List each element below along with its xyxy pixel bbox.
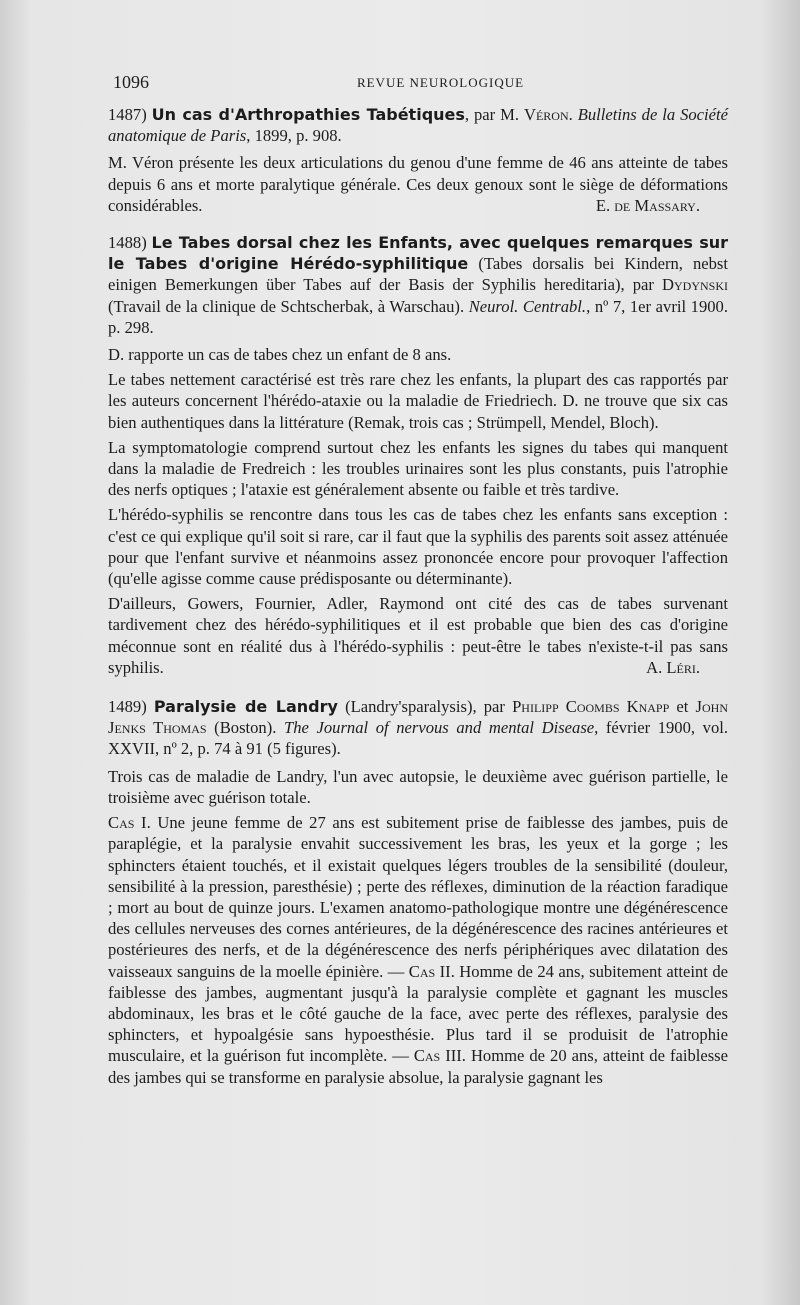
article-1487 xyxy=(108,104,728,216)
article-1487-author: Véron xyxy=(523,105,569,124)
article-1488-heading xyxy=(108,232,728,338)
article-1489-title: Paralysie de Landry xyxy=(153,697,338,717)
article-1489-desc2: (Boston). xyxy=(206,718,285,738)
article-1487-heading xyxy=(108,104,728,146)
article-1488-para-5 xyxy=(108,593,728,678)
case-2-label: Cas xyxy=(408,961,436,981)
article-1488-para-5-text: D'ailleurs, Gowers, Fournier, Adler, Raymond ont cité des cas de tabes survenant tardivement chez des hérédo-syphilitiques et il est probable que bien des cas d'origine méconnue sont en réalité dus à l'hérédo-syphilis : peut-être le tabes n'existe-t-il pas sans syphilis. xyxy=(108,594,728,677)
article-1487-body-text: M. Véron présente les deux articulations du genou d'une femme de 46 ans atteinte de tabes depuis 6 ans et morte paralytique générale. Ces deux genoux sont le siège de déformations considérables. xyxy=(108,153,728,215)
article-1489-and: et xyxy=(669,697,696,717)
article-1488-para-3: La symptomatologie comprend surtout chez les enfants les signes du tabes qui manquent dans la maladie de Fredreich : les troubles urinaires sont les plus constants, puis l'atrophie des nerfs optiques ; l'ataxie est généralement absente ou faible et très tardive. xyxy=(108,437,728,500)
article-1488-journal: Neurol. Centrabl. xyxy=(468,296,587,316)
case-2-text: II. Homme de 24 ans, subitement atteint de faiblesse des jambes, augmentant jusqu'à la paralysie complète et gagnant les muscles abdominaux, les bras et le côté gauche de la face, avec perte des réflexes, paralysie des sphincters, et hypoalgésie sans hypoesthésie. Plus tard il se produisit de l'atrophie musculaire, et la guérison fut incomplète. — xyxy=(108,961,728,1066)
article-1489-desc: (Landry'sparalysis), par xyxy=(337,697,513,717)
case-1-text: I. Une jeune femme de 27 ans est subitement prise de faiblesse des jambes, puis de paraplégie, et la paralysie envahit successivement les bras, les yeux et la gorge ; les sphincters étaient touchés, et il existait quelques légers troubles de la sensibilité (douleur, sensibilité à la pression, paresthésie) ; perte des réflexes, diminution de la réaction faradique ; mort au bout de quinze jours. L'examen anatomo-pathologique montre une dégénérescence des cellules nerveuses des cornes antérieures, de la dégénérescence des racines antérieures et postérieures des nerfs, et de la dégénérescence des nerfs périphériques avec dilatation des vaisseaux sanguins de la moelle épinière. — xyxy=(108,813,728,981)
article-1488-citation: , nº 7, 1er avril 1900. p. 298. xyxy=(108,296,728,337)
page-header xyxy=(113,72,728,94)
article-1489-author-2: John Jenks Thomas xyxy=(108,697,728,738)
page-content xyxy=(108,104,728,1088)
article-1487-title: Un cas d'Arthropathies Tabétiques xyxy=(151,105,465,124)
article-1489-citation: , février 1900, vol. XXVII, nº 2, p. 74 à 91 (5 figures). xyxy=(108,718,729,759)
article-1487-number: 1487) xyxy=(108,105,147,124)
article-1487-citation: , 1899, p. 908. xyxy=(246,126,342,146)
page-number: 1096 xyxy=(113,72,149,92)
article-1488 xyxy=(108,232,728,678)
article-1489 xyxy=(108,696,728,1088)
article-1488-number: 1488) xyxy=(108,233,147,253)
article-1488-para-2: Le tabes nettement caractérisé est très rare chez les enfants, la plupart des cas rapportés par les auteurs concernent l'hérédo-ataxie ou la maladie de Friedriech. D. ne trouve que six cas bien authentiques dans la littérature (Remak, trois cas ; Strümpell, Mendel, Bloch). xyxy=(108,370,728,432)
article-1489-number: 1489) xyxy=(108,697,147,717)
case-3-label: Cas xyxy=(413,1046,441,1066)
article-1487-by: , par M. xyxy=(464,105,520,124)
article-1488-author: Dydynski xyxy=(662,275,728,295)
article-1489-author: Philipp Coombs Knapp xyxy=(512,697,670,717)
article-1487-journal: Bulletins de la Société anatomique de Paris xyxy=(108,105,728,146)
case-1-label: Cas xyxy=(108,813,135,833)
article-1489-para-1: Trois cas de maladie de Landry, l'un avec autopsie, le deuxième avec guérison partielle, le troisième avec guérison totale. xyxy=(108,766,728,807)
article-1489-journal: The Journal of nervous and mental Disease xyxy=(284,718,595,738)
article-1488-desc: (Tabes dorsalis bei Kindern, nebst einigen Bemerkungen über Tabes auf der Basis der Syphilis hereditaria), par xyxy=(108,254,728,295)
running-title: REVUE NEUROLOGIQUE xyxy=(356,75,525,90)
article-1489-heading xyxy=(108,696,728,760)
article-1487-signature: E. de Massary. xyxy=(595,195,700,215)
article-1489-para-cases xyxy=(108,812,728,1088)
article-1488-title: Le Tabes dorsal chez les Enfants, avec quelques remarques sur le Tabes d'origine Hérédo-syphilitique xyxy=(108,233,728,274)
case-3-text: III. Homme de 20 ans, atteint de faiblesse des jambes qui se transforme en paralysie absolue, la paralysie gagnant les xyxy=(108,1046,728,1087)
article-1488-signature: A. Léri. xyxy=(646,657,700,677)
article-1488-desc2: (Travail de la clinique de Schtscherbak, à Warschau). xyxy=(108,296,469,316)
article-1488-para-1: D. rapporte un cas de tabes chez un enfant de 8 ans. xyxy=(108,345,452,365)
article-1487-dot: . xyxy=(568,105,573,124)
article-1487-body xyxy=(108,152,728,216)
article-1488-para-4: L'hérédo-syphilis se rencontre dans tous les cas de tabes chez les enfants sans exception : c'est ce qui explique qu'il soit si rare, car il faut que la syphilis des parents soit assez atténuée pour que l'enfant survive et néanmoins assez prononcée encore pour provoquer l'affection (qu'elle agisse comme cause prédisposante ou déterminante). xyxy=(108,505,728,589)
